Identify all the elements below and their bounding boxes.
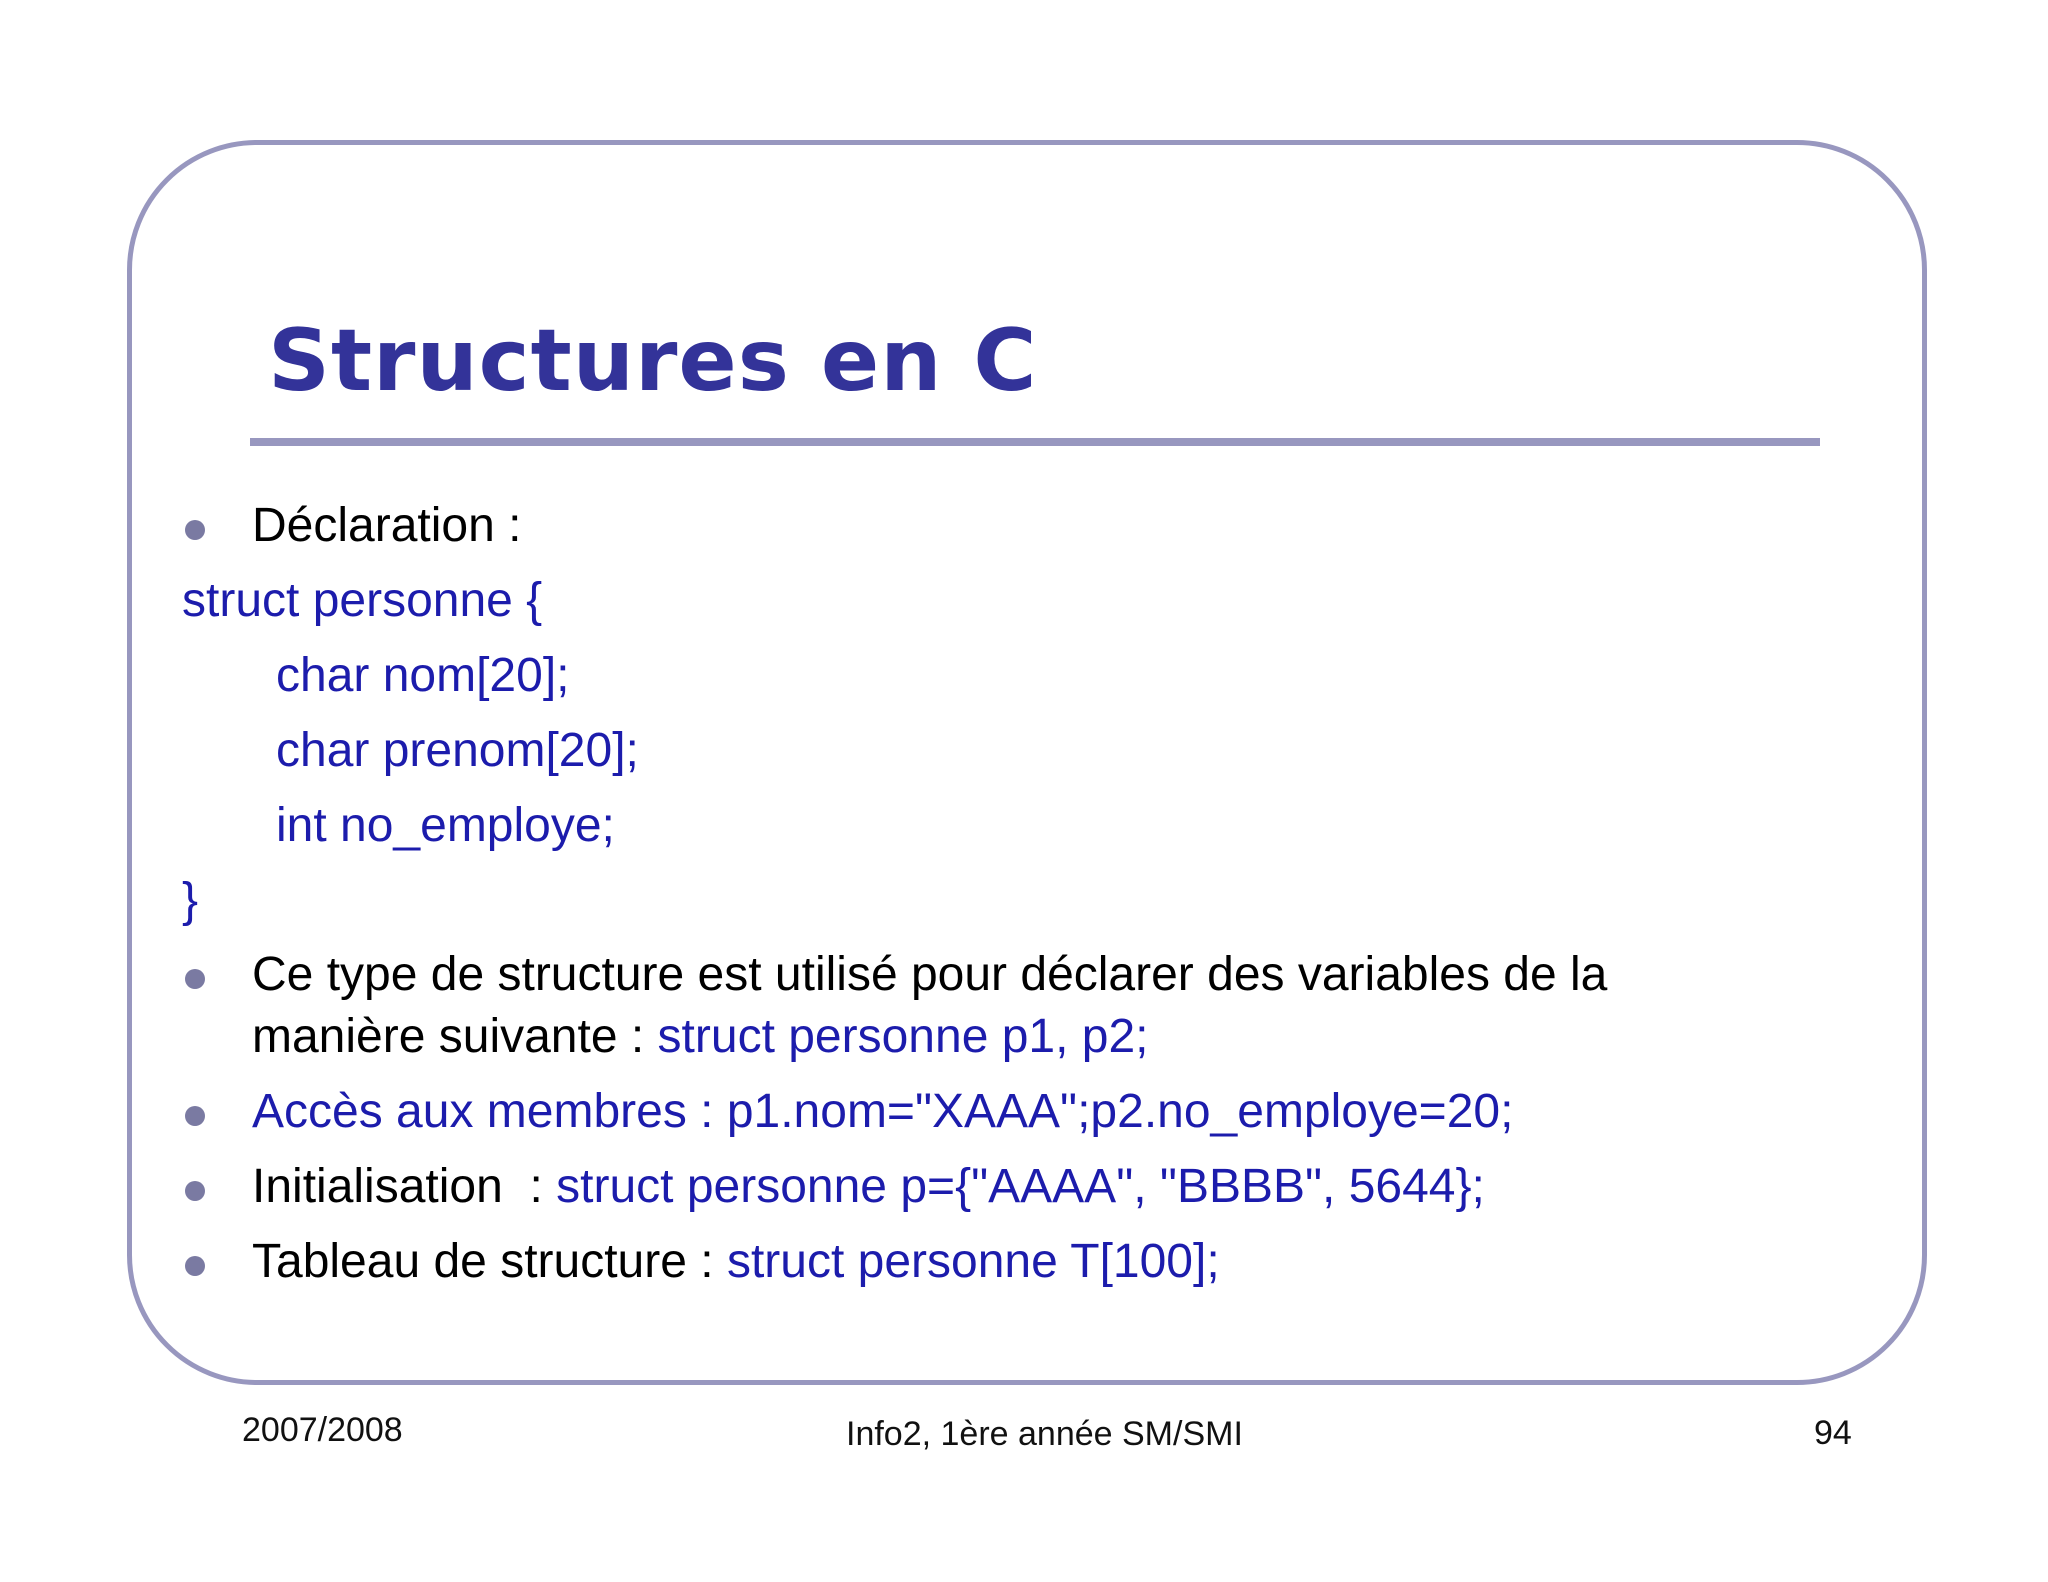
bullet-usage-line-2: [252, 1010, 1149, 1063]
bullet-dot: [185, 1256, 205, 1276]
footer-page-number: 94: [1814, 1414, 1852, 1452]
bullet-init-code: struct personne p={"AAAA", "BBBB", 5644};: [556, 1160, 1485, 1213]
code-line-3: char prenom[20];: [276, 724, 639, 777]
bullet-array-code: struct personne T[100];: [726, 1235, 1220, 1288]
bullet-declaration: Déclaration :: [252, 499, 522, 552]
code-line-5: }: [182, 874, 199, 927]
bullet-array: [252, 1235, 1220, 1288]
bullet-init-label: Initialisation :: [252, 1160, 557, 1213]
bullet-init: [252, 1160, 1485, 1213]
bullet-dot: [185, 969, 205, 989]
bullet-usage-prefix: manière suivante :: [252, 1010, 658, 1063]
bullet-array-label: Tableau de structure :: [252, 1235, 727, 1288]
bullet-usage-code: struct personne p1, p2;: [657, 1010, 1149, 1063]
slide-title: Structures en C: [268, 311, 1038, 411]
title-divider: [250, 438, 1820, 446]
code-line-4: int no_employe;: [276, 799, 615, 852]
bullet-usage-line-1: Ce type de structure est utilisé pour déclarer des variables de la: [252, 948, 1608, 1001]
footer-year: 2007/2008: [242, 1411, 403, 1449]
code-line-1: struct personne {: [182, 574, 543, 627]
bullet-dot: [185, 1106, 205, 1126]
bullet-dot: [185, 520, 205, 540]
bullet-access: Accès aux membres : p1.nom="XAAA";p2.no_employe=20;: [252, 1085, 1514, 1138]
code-line-2: char nom[20];: [276, 649, 570, 702]
footer-course: Info2, 1ère année SM/SMI: [846, 1415, 1243, 1453]
bullet-dot: [185, 1181, 205, 1201]
